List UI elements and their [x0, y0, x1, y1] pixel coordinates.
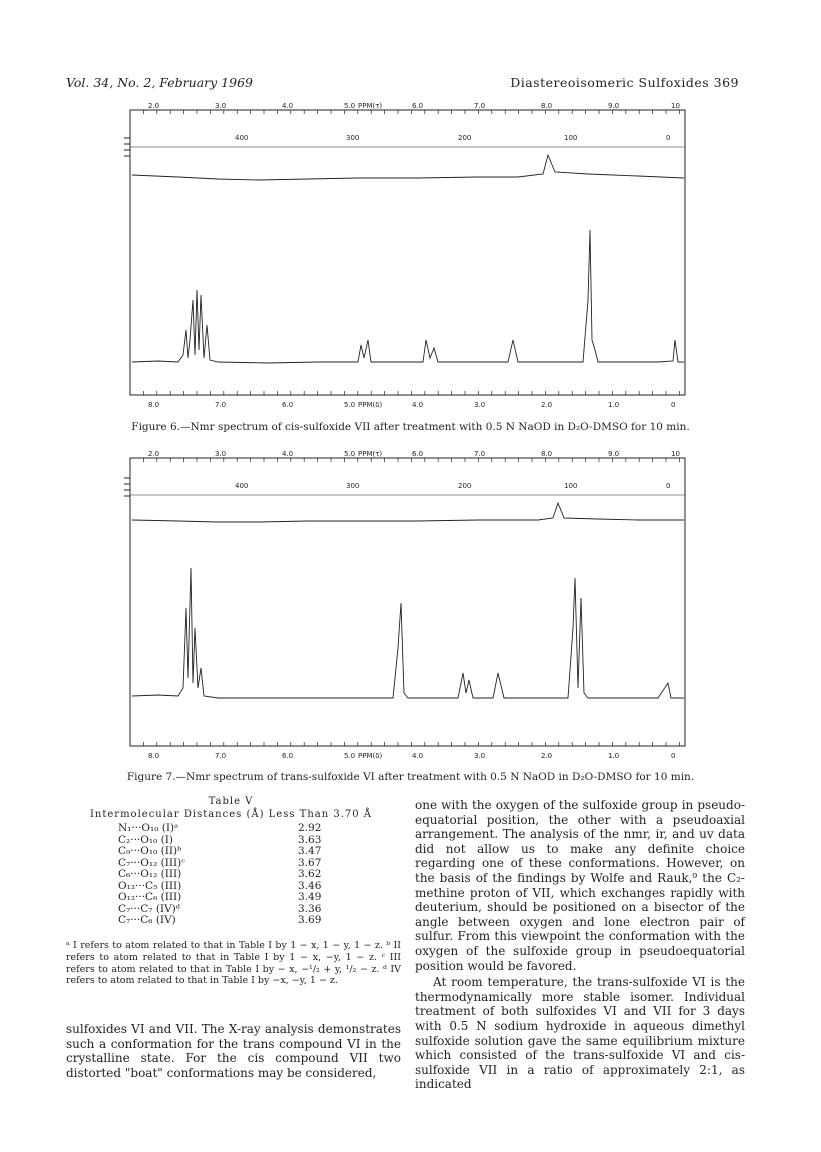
distance-cell: 3.62	[298, 868, 322, 880]
tick-label: 4.0	[412, 752, 424, 760]
tick-label: 8.0	[541, 450, 553, 458]
axis-unit-label: PPM(τ)	[358, 102, 383, 110]
hz-label: 200	[458, 134, 472, 142]
tick-label: 4.0	[282, 450, 294, 458]
table-title: Intermolecular Distances (Å) Less Than 3.70 Å	[89, 809, 373, 820]
hz-label: 400	[235, 482, 249, 490]
atom-pair-cell: C₇···C₇ (IV)ᵈ	[118, 902, 180, 915]
tick-label: 2.0	[541, 401, 553, 409]
distance-cell: 3.49	[298, 891, 322, 903]
integral-trace	[132, 503, 684, 522]
tick-label: 8.0	[148, 752, 160, 760]
tick-label: 6.0	[282, 401, 294, 409]
distance-cell: 3.69	[298, 914, 322, 926]
nmr-trace	[132, 230, 684, 363]
hz-label: 100	[564, 134, 578, 142]
axis-unit-label: PPM(δ)	[358, 401, 383, 409]
spectrum-frame	[130, 110, 685, 395]
tick-label: 7.0	[215, 401, 227, 409]
atom-pair-cell: O₁₂···C₅ (III)	[118, 879, 182, 892]
axis-ticks	[130, 458, 679, 746]
tick-label: 1.0	[608, 401, 620, 409]
axis-unit-label: PPM(τ)	[358, 450, 383, 458]
atom-pair-cell: C₇···C₆ (IV)	[118, 914, 176, 926]
distance-cell: 3.63	[298, 833, 322, 846]
table-row	[118, 915, 358, 927]
table-row	[118, 869, 358, 881]
tick-label: 6.0	[412, 102, 424, 110]
tick-label: 3.0	[474, 752, 486, 760]
atom-pair-cell: C₇···O₁₂ (III)ᶜ	[118, 856, 185, 869]
distance-cell: 3.67	[298, 856, 322, 869]
distance-cell: 3.36	[298, 902, 322, 915]
paragraph: sulfoxides VI and VII. The X-ray analysis demonstrates such a conformation for the trans compound VI in the crystalline state. For the cis compound VII two distorted "boat" conformations may be considered,	[66, 1022, 401, 1080]
tick-label: 10	[671, 102, 680, 110]
tick-label: 6.0	[282, 752, 294, 760]
hz-label: 300	[346, 134, 360, 142]
tick-label: 0	[671, 752, 676, 760]
tick-label: 7.0	[474, 102, 486, 110]
tick-label: 7.0	[215, 752, 227, 760]
tick-label: 5.0	[344, 401, 356, 409]
distance-cell: 2.92	[298, 822, 322, 834]
distance-cell: 3.46	[298, 879, 322, 892]
atom-pair-cell: C₂···O₁₀ (I)	[118, 833, 173, 846]
table-row	[118, 892, 358, 904]
tick-label: 4.0	[412, 401, 424, 409]
table-row	[118, 846, 358, 858]
running-header-left: Vol. 34, No. 2, February 1969	[66, 75, 253, 90]
figure-7-caption: Figure 7.—Nmr spectrum of trans-sulfoxide VI after treatment with 0.5 N NaOD in D₂O-DMSO for 10 min.	[126, 771, 695, 783]
tick-label: 4.0	[282, 102, 294, 110]
table-label: Table V	[208, 796, 254, 807]
tick-label: 0	[671, 401, 676, 409]
figure-6-spectrum	[118, 100, 698, 410]
atom-pair-cell: C₆···O₁₂ (III)	[118, 868, 182, 880]
tick-label: 9.0	[608, 450, 620, 458]
integral-trace	[132, 155, 684, 180]
hz-label: 300	[346, 482, 360, 490]
atom-pair-cell: O₁₂···C₆ (III)	[118, 891, 182, 903]
table-row	[118, 823, 358, 835]
hz-label: 0	[666, 482, 671, 490]
hz-label: 100	[564, 482, 578, 490]
axis-ticks	[130, 110, 679, 395]
tick-label: 1.0	[608, 752, 620, 760]
tick-label: 5.0	[344, 102, 356, 110]
tick-label: 10	[671, 450, 680, 458]
tick-label: 9.0	[608, 102, 620, 110]
tick-label: 8.0	[148, 401, 160, 409]
tick-label: 2.0	[541, 752, 553, 760]
atom-pair-cell: N₁···O₁₀ (I)ᵃ	[118, 822, 179, 834]
table-footnote: ᵃ I refers to atom related to that in Table I by 1 − x, 1 − y, 1 − z. ᵇ II refers to atom related to that in Table I by 1 − x, −y, 1 − z. ᶜ III refers to atom related to that in Table I by − x, −¹/₂ + y, ¹/₂ − z. ᵈ IV refers to atom related to that in Table I by −x, −y, 1 − z.	[66, 940, 401, 987]
running-header-right: Diastereoisomeric Sulfoxides 369	[510, 75, 739, 90]
tick-label: 5.0	[344, 752, 356, 760]
distances-table	[118, 823, 358, 927]
tick-label: 3.0	[215, 102, 227, 110]
atom-pair-cell: C₉···O₁₀ (II)ᵇ	[118, 845, 182, 857]
tick-label: 3.0	[215, 450, 227, 458]
body-text-right	[415, 798, 745, 1092]
hz-label: 400	[235, 134, 249, 142]
tick-label: 6.0	[412, 450, 424, 458]
distance-cell: 3.47	[298, 845, 322, 857]
hz-label: 0	[666, 134, 671, 142]
paragraph: one with the oxygen of the sulfoxide group in pseudo-equatorial position, the other with a pseudoaxial arrangement. The analysis of the nmr, ir, and uv data did not allow us to make any definite choice regarding one of these conformations. However, on the basis of the findings by Wolfe and Rauk,⁹ the C₂-methine proton of VII, which exchanges rapidly with deuterium, should be positioned on a bisector of the angle between oxygen and lone electron pair of sulfur. From this viewpoint the conformation with the oxygen of the sulfoxide group in pseudoequatorial position would be favored.	[415, 798, 745, 973]
axis-unit-label: PPM(δ)	[358, 752, 383, 760]
hz-label: 200	[458, 482, 472, 490]
tick-label: 7.0	[474, 450, 486, 458]
tick-label: 2.0	[148, 450, 160, 458]
paragraph: At room temperature, the trans-sulfoxide VI is the thermodynamically more stable isomer. Individual treatment of both sulfoxides VI and VII for 3 days with 0.5 N sodium hydroxide in aqueous dimethyl sulfoxide solution gave the same equilibrium mixture which consisted of the trans-sulfoxide VI and cis-sulfoxide VII in a ratio of approximately 2:1, as indicated	[415, 975, 745, 1092]
tick-label: 5.0	[344, 450, 356, 458]
figure-6-caption: Figure 6.—Nmr spectrum of cis-sulfoxide VII after treatment with 0.5 N NaOD in D₂O-DMSO for 10 min.	[131, 421, 690, 433]
spectrum-frame	[130, 458, 685, 746]
tick-label: 8.0	[541, 102, 553, 110]
body-text-left	[66, 1022, 401, 1080]
nmr-trace	[132, 568, 684, 698]
tick-label: 3.0	[474, 401, 486, 409]
figure-7-spectrum	[118, 448, 698, 763]
tick-label: 2.0	[148, 102, 160, 110]
